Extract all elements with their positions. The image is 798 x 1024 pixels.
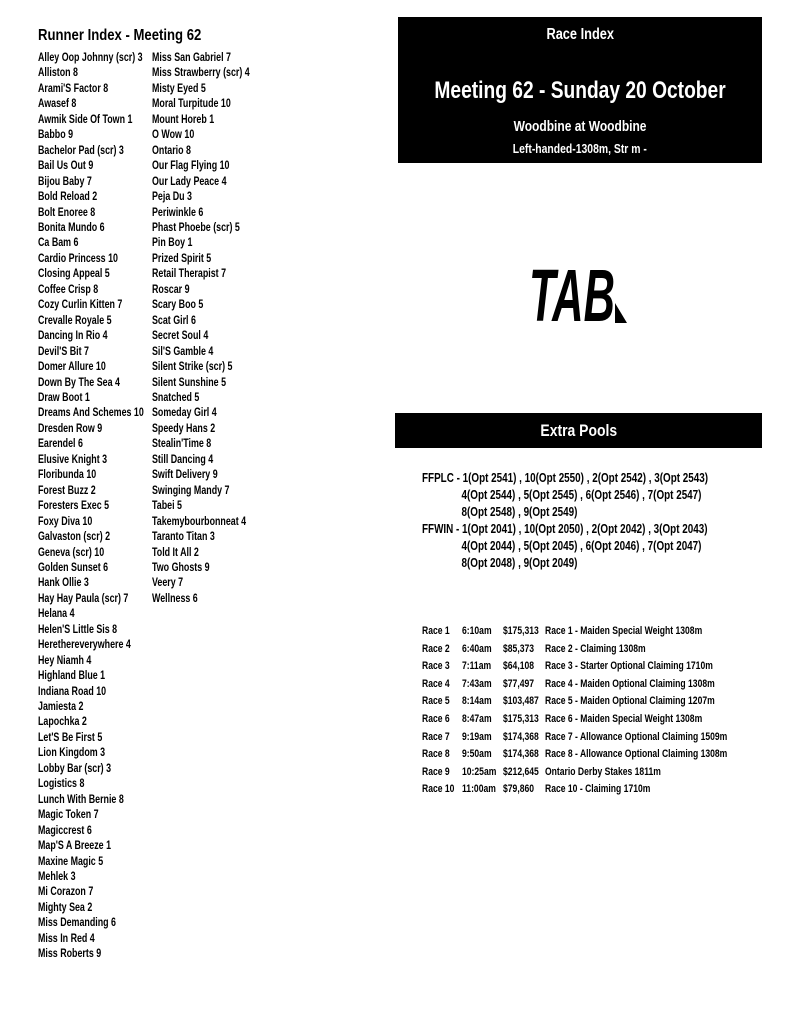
runner-entry: Helana 4 [38, 606, 75, 621]
race-purse: $174,368 [503, 730, 539, 743]
runner-entry: Alliston 8 [38, 65, 78, 80]
race-number: Race 6 [422, 712, 450, 725]
runner-entry: Forest Buzz 2 [38, 482, 96, 497]
runner-entry: Misty Eyed 5 [152, 80, 206, 95]
runner-entry: Veery 7 [152, 575, 184, 590]
runner-entry: Awmik Side Of Town 1 [38, 111, 133, 126]
runner-entry: Scary Boo 5 [152, 297, 204, 312]
runner-entry: Babbo 9 [38, 127, 74, 142]
runner-entry: Elusive Knight 3 [38, 451, 108, 466]
pool-line: 4(Opt 2544) , 5(Opt 2545) , 6(Opt 2546) , 7(Opt 2547) [461, 487, 702, 502]
race-name: Race 4 - Maiden Optional Claiming 1308m [545, 677, 715, 690]
runner-entry: Miss San Gabriel 7 [152, 50, 231, 64]
runner-entry: Foresters Exec 5 [38, 498, 110, 513]
runner-entry: Indiana Road 10 [38, 683, 107, 698]
runner-entry: Scat Girl 6 [152, 312, 196, 327]
race-time: 10:25am [462, 765, 497, 778]
runner-entry: Logistics 8 [38, 776, 85, 791]
race-name: Race 1 - Maiden Special Weight 1308m [545, 625, 703, 637]
runner-entry: Bail Us Out 9 [38, 158, 94, 173]
race-name: Ontario Derby Stakes 1811m [545, 765, 661, 778]
runner-entry: Lunch With Bernie 8 [38, 791, 124, 806]
runner-entry: Taranto Titan 3 [152, 529, 215, 544]
runner-entry: Our Lady Peace 4 [152, 173, 227, 188]
runner-entry: Stealin'Time 8 [152, 436, 212, 451]
runner-entry: Mighty Sea 2 [38, 899, 93, 914]
runner-entry: Dancing In Rio 4 [38, 328, 108, 343]
runner-entry: Herethereverywhere 4 [38, 637, 131, 652]
runner-entry: Swift Delivery 9 [152, 467, 218, 482]
race-time: 9:19am [462, 730, 492, 743]
race-number: Race 10 [422, 783, 455, 796]
runner-entry: Lapochka 2 [38, 714, 87, 729]
race-purse: $77,497 [503, 677, 535, 690]
race-name: Race 8 - Allowance Optional Claiming 1308m [545, 748, 728, 761]
pool-line: 8(Opt 2548) , 9(Opt 2549) [461, 504, 578, 519]
race-purse: $79,860 [503, 783, 535, 796]
race-name: Race 7 - Allowance Optional Claiming 1509m [545, 730, 728, 743]
runner-entry: Sil'S Gamble 4 [152, 343, 214, 358]
runner-entry: Awasef 8 [38, 96, 77, 111]
meeting-title: Meeting 62 - Sunday 20 October [434, 77, 726, 104]
runner-entry: Prized Spirit 5 [152, 250, 212, 265]
runner-entry: Dreams And Schemes 10 [38, 405, 144, 420]
runner-entry: Bold Reload 2 [38, 189, 98, 204]
race-number: Race 7 [422, 730, 450, 743]
runner-entry: Still Dancing 4 [152, 451, 214, 466]
tab-logo [527, 245, 627, 337]
race-purse: $212,645 [503, 765, 539, 778]
race-name: Race 2 - Claiming 1308m [545, 642, 646, 655]
runner-entry: Silent Sunshine 5 [152, 374, 227, 389]
runner-entry: Draw Boot 1 [38, 389, 90, 404]
runner-entry: Wellness 6 [152, 590, 198, 605]
runner-entry: Galvaston (scr) 2 [38, 529, 111, 544]
runner-entry: Down By The Sea 4 [38, 374, 120, 389]
runner-entry: Closing Appeal 5 [38, 266, 110, 281]
runner-entry: Dresden Row 9 [38, 420, 103, 435]
runner-entry: Alley Oop Johnny (scr) 3 [38, 50, 143, 64]
race-purse: $64,108 [503, 660, 535, 673]
runner-entry: Mi Corazon 7 [38, 884, 94, 899]
runner-entry: Miss Roberts 9 [38, 946, 102, 961]
runner-column-2 [152, 50, 284, 606]
race-time: 11:00am [462, 783, 496, 796]
runner-entry: Speedy Hans 2 [152, 420, 216, 435]
race-time: 7:43am [462, 677, 492, 690]
pool-line: 8(Opt 2048) , 9(Opt 2049) [461, 555, 578, 570]
runner-entry: Golden Sunset 6 [38, 559, 109, 574]
race-name: Race 5 - Maiden Optional Claiming 1207m [545, 695, 715, 708]
runner-entry: Mehlek 3 [38, 869, 76, 884]
runner-entry: Highland Blue 1 [38, 668, 106, 683]
pool-ffplc [422, 469, 798, 520]
runner-entry: Let'S Be First 5 [38, 729, 103, 744]
race-purse: $174,368 [503, 748, 539, 761]
race-index-header [398, 17, 762, 163]
runner-entry: Takemybourbonneat 4 [152, 513, 247, 528]
runner-entry: Devil'S Bit 7 [38, 343, 89, 358]
runner-entry: Hank Ollie 3 [38, 575, 89, 590]
runner-entry: Geneva (scr) 10 [38, 544, 105, 559]
race-name: Race 10 - Claiming 1710m [545, 783, 651, 796]
race-number: Race 3 [422, 660, 450, 673]
race-number: Race 5 [422, 695, 450, 708]
runner-entry: Maxine Magic 5 [38, 853, 104, 868]
pool-line: FFPLC - 1(Opt 2541) , 10(Opt 2550) , 2(Opt 2542) , 3(Opt 2543) [422, 470, 709, 485]
race-time: 6:10am [462, 625, 492, 637]
race-number: Race 4 [422, 677, 450, 690]
pool-ffwin [422, 520, 798, 571]
runner-entry: Coffee Crisp 8 [38, 281, 99, 296]
runner-entry: Crevalle Royale 5 [38, 312, 112, 327]
runner-entry: Cozy Curlin Kitten 7 [38, 297, 123, 312]
runner-index-title: Runner Index - Meeting 62 [38, 27, 202, 44]
runner-entry: Magic Token 7 [38, 807, 99, 822]
runner-entry: Earendel 6 [38, 436, 83, 451]
runner-entry: Miss Demanding 6 [38, 915, 116, 930]
tab-logo-text: TAB [529, 254, 615, 337]
pool-line: 4(Opt 2044) , 5(Opt 2045) , 6(Opt 2046) , 7(Opt 2047) [461, 538, 702, 553]
race-name: Race 6 - Maiden Special Weight 1308m [545, 712, 703, 725]
runner-entry: Magiccrest 6 [38, 822, 92, 837]
race-purse: $85,373 [503, 642, 535, 655]
runner-entry: Bachelor Pad (scr) 3 [38, 142, 124, 157]
race-index-label: Race Index [546, 26, 614, 43]
runner-entry: Lobby Bar (scr) 3 [38, 760, 112, 775]
extra-pools-header [395, 413, 762, 448]
runner-entry: Moral Turpitude 10 [152, 96, 231, 111]
runner-entry: Phast Phoebe (scr) 5 [152, 219, 240, 234]
runner-entry: Bijou Baby 7 [38, 173, 92, 188]
race-time: 8:14am [462, 695, 492, 708]
runner-entry: Snatched 5 [152, 389, 200, 404]
runner-entry: Retail Therapist 7 [152, 266, 227, 281]
runner-entry: Miss Strawberry (scr) 4 [152, 65, 250, 80]
runner-entry: Bolt Enoree 8 [38, 204, 96, 219]
race-time: 6:40am [462, 642, 492, 655]
race-time: 8:47am [462, 712, 492, 725]
runner-entry: Told It All 2 [152, 544, 199, 559]
runner-entry: Swinging Mandy 7 [152, 482, 230, 497]
race-time: 9:50am [462, 748, 492, 761]
runner-entry: Roscar 9 [152, 281, 190, 296]
race-name: Race 3 - Starter Optional Claiming 1710m [545, 660, 713, 673]
runner-entry: Foxy Diva 10 [38, 513, 93, 528]
extra-pools-label: Extra Pools [540, 421, 617, 440]
runner-entry: Lion Kingdom 3 [38, 745, 106, 760]
runner-entry: Ca Bam 6 [38, 235, 79, 250]
runner-entry: Silent Strike (scr) 5 [152, 359, 233, 374]
race-time: 7:11am [462, 660, 492, 673]
runner-entry: Helen'S Little Sis 8 [38, 621, 118, 636]
race-number: Race 8 [422, 748, 450, 761]
runner-entry: O Wow 10 [152, 127, 195, 142]
runner-entry: Two Ghosts 9 [152, 559, 210, 574]
runner-entry: Someday Girl 4 [152, 405, 217, 420]
runner-entry: Hay Hay Paula (scr) 7 [38, 590, 129, 605]
race-purse: $175,313 [503, 712, 539, 725]
race-number: Race 1 [422, 625, 450, 637]
runner-entry: Miss In Red 4 [38, 930, 95, 945]
runner-entry: Peja Du 3 [152, 189, 192, 204]
runner-entry: Periwinkle 6 [152, 204, 204, 219]
pool-line: FFWIN - 1(Opt 2041) , 10(Opt 2050) , 2(Opt 2042) , 3(Opt 2043) [422, 521, 708, 536]
race-number: Race 9 [422, 765, 450, 778]
race-number: Race 2 [422, 642, 450, 655]
runner-entry: Floribunda 10 [38, 467, 97, 482]
runner-entry: Cardio Princess 10 [38, 250, 118, 265]
runner-entry: Ontario 8 [152, 142, 191, 157]
runner-entry: Our Flag Flying 10 [152, 158, 230, 173]
race-purse: $103,487 [503, 695, 539, 708]
runner-entry: Arami'S Factor 8 [38, 80, 109, 95]
runner-entry: Hey Niamh 4 [38, 652, 92, 667]
race-purse: $175,313 [503, 625, 539, 637]
venue-name: Woodbine at Woodbine [513, 118, 647, 135]
runner-entry: Map'S A Breeze 1 [38, 838, 112, 853]
runner-entry: Pin Boy 1 [152, 235, 193, 250]
runner-entry: Tabei 5 [152, 498, 182, 513]
track-info: Left-handed-1308m, Str m - [512, 141, 648, 156]
runner-entry: Domer Allure 10 [38, 359, 106, 374]
runner-entry: Secret Soul 4 [152, 328, 209, 343]
runner-entry: Jamiesta 2 [38, 699, 84, 714]
runner-entry: Mount Horeb 1 [152, 111, 215, 126]
runner-entry: Bonita Mundo 6 [38, 219, 105, 234]
